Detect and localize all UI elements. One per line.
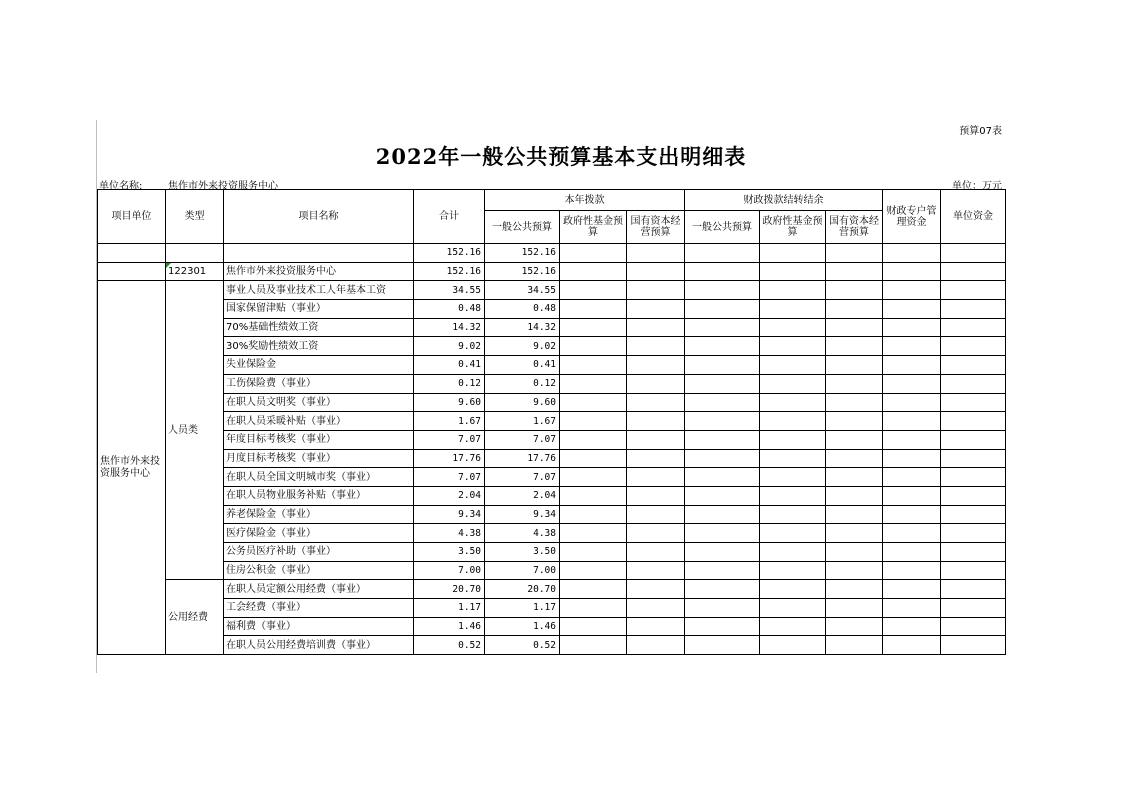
empty-cell [560,374,627,393]
empty-cell [826,636,883,655]
item-name: 在职人员全国文明城市奖（事业） [224,468,414,487]
empty-cell [826,617,883,636]
table-row [98,599,1006,618]
item-general: 20.70 [485,580,560,599]
item-name: 事业人员及事业技术工人年基本工资 [224,281,414,300]
empty-cell [627,449,685,468]
empty-cell [685,374,760,393]
table-row [98,374,1006,393]
empty-cell [560,505,627,524]
item-general: 34.55 [485,281,560,300]
empty-cell [760,636,826,655]
item-general: 17.76 [485,449,560,468]
item-name: 在职人员文明奖（事业） [224,393,414,412]
empty-cell [560,337,627,356]
item-general: 1.67 [485,412,560,431]
empty-cell [627,300,685,319]
empty-cell [627,617,685,636]
item-total: 0.12 [414,374,485,393]
item-name: 住房公积金（事业） [224,561,414,580]
empty-cell [883,524,941,543]
empty-cell [685,281,760,300]
empty-cell [941,580,1006,599]
empty-cell [627,374,685,393]
table-row [98,505,1006,524]
empty-cell [685,449,760,468]
unit-name-value: 焦作市外来投资服务中心 [168,181,278,192]
empty-cell [560,599,627,618]
item-name: 养老保险金（事业） [224,505,414,524]
empty-cell [627,318,685,337]
empty-cell [560,393,627,412]
empty-cell [883,468,941,487]
item-total: 4.38 [414,524,485,543]
empty-cell [883,636,941,655]
summary-row-total [98,244,1006,263]
empty-cell [627,393,685,412]
empty-cell [685,300,760,319]
item-general: 0.48 [485,300,560,319]
table-row [98,281,1006,300]
empty-cell [627,468,685,487]
empty-cell [627,505,685,524]
empty-cell [941,468,1006,487]
table-row [98,393,1006,412]
empty-cell [685,505,760,524]
item-name: 月度目标考核奖（事业） [224,449,414,468]
empty-cell [883,281,941,300]
empty-cell [627,430,685,449]
table-row [98,337,1006,356]
empty-cell [941,617,1006,636]
empty-cell [560,543,627,562]
empty-cell [560,449,627,468]
empty-cell [941,300,1006,319]
item-total: 1.46 [414,617,485,636]
item-general: 2.04 [485,486,560,505]
table-row [98,524,1006,543]
item-total: 0.48 [414,300,485,319]
item-name: 工会经费（事业） [224,599,414,618]
empty-cell [826,505,883,524]
item-total: 0.52 [414,636,485,655]
empty-cell [560,356,627,375]
empty-cell [826,430,883,449]
category-personnel: 人员类 [166,281,224,580]
table-row [98,449,1006,468]
item-general: 9.34 [485,505,560,524]
empty-cell [685,580,760,599]
empty-cell [883,580,941,599]
empty-cell [760,524,826,543]
empty-cell [941,486,1006,505]
empty-cell [760,430,826,449]
empty-cell [941,561,1006,580]
header-unit-funds: 单位资金 [941,190,1006,244]
empty-cell [685,412,760,431]
empty-cell [560,281,627,300]
dept-name: 焦作市外来投资服务中心 [98,281,166,655]
empty-cell [883,561,941,580]
item-general: 1.46 [485,617,560,636]
header-carryover-state-capital-budget: 国有资本经营预算 [826,211,883,244]
empty-cell [760,412,826,431]
summary-name [224,244,414,263]
category-public: 公用经费 [166,580,224,655]
empty-cell [627,636,685,655]
table-row [98,468,1006,487]
empty-cell [826,412,883,431]
empty-cell [941,318,1006,337]
empty-cell [627,281,685,300]
money-unit-label: 单位：万元 [952,181,1002,192]
empty-cell [826,468,883,487]
header-project-unit: 项目单位 [98,190,166,244]
item-total: 20.70 [414,580,485,599]
empty-cell [760,300,826,319]
item-name: 在职人员公用经费培训费（事业） [224,636,414,655]
empty-cell [826,580,883,599]
empty-cell [826,318,883,337]
item-general: 9.60 [485,393,560,412]
empty-cell [826,543,883,562]
item-total: 14.32 [414,318,485,337]
empty-cell [560,486,627,505]
empty-cell [826,449,883,468]
table-row [98,543,1006,562]
header-gov-fund-budget: 政府性基金预算 [560,211,627,244]
empty-cell [883,505,941,524]
empty-cell [941,505,1006,524]
item-name: 30%奖励性绩效工资 [224,337,414,356]
item-total: 0.41 [414,356,485,375]
table-row [98,300,1006,319]
empty-cell [685,430,760,449]
empty-cell [560,524,627,543]
empty-cell [685,393,760,412]
header-carryover-gov-fund-budget: 政府性基金预算 [760,211,826,244]
header-carryover-general-budget: 一般公共预算 [685,211,760,244]
item-general: 9.02 [485,337,560,356]
budget-detail-table [97,189,1006,655]
item-name: 在职人员物业服务补贴（事业） [224,486,414,505]
table-row [98,356,1006,375]
empty-cell [826,524,883,543]
empty-cell [560,580,627,599]
header-current-year: 本年拨款 [485,190,685,211]
empty-cell [883,337,941,356]
empty-cell [760,374,826,393]
header-carryover: 财政拨款结转结余 [685,190,883,211]
empty-cell [826,561,883,580]
table-row [98,318,1006,337]
empty-cell [560,300,627,319]
empty-cell [826,374,883,393]
item-total: 2.04 [414,486,485,505]
item-general: 14.32 [485,318,560,337]
item-total: 9.34 [414,505,485,524]
empty-cell [883,300,941,319]
empty-cell [627,337,685,356]
empty-cell [883,393,941,412]
item-general: 7.07 [485,430,560,449]
table-row [98,430,1006,449]
item-name: 公务员医疗补助（事业） [224,543,414,562]
empty-cell [883,430,941,449]
empty-cell [826,281,883,300]
unit-row-general: 152.16 [485,262,560,281]
empty-cell [560,412,627,431]
empty-cell [883,617,941,636]
item-total: 9.60 [414,393,485,412]
item-name: 70%基础性绩效工资 [224,318,414,337]
table-row [98,617,1006,636]
item-name: 失业保险金 [224,356,414,375]
unit-code: 122301 [166,262,224,281]
empty-cell [685,337,760,356]
item-total: 7.07 [414,430,485,449]
empty-cell [627,486,685,505]
empty-cell [760,393,826,412]
empty-cell [760,449,826,468]
empty-cell [941,374,1006,393]
item-name: 工伤保险费（事业） [224,374,414,393]
item-general: 7.07 [485,468,560,487]
empty-cell [685,468,760,487]
item-name: 在职人员定额公用经费（事业） [224,580,414,599]
unit-name-label: 单位名称: [99,181,143,192]
empty-cell [760,505,826,524]
empty-cell [826,393,883,412]
empty-cell [883,412,941,431]
empty-cell [627,599,685,618]
item-name: 医疗保险金（事业） [224,524,414,543]
empty-cell [760,337,826,356]
empty-cell [883,449,941,468]
item-general: 0.52 [485,636,560,655]
empty-cell [627,356,685,375]
empty-cell [941,337,1006,356]
item-total: 7.07 [414,468,485,487]
item-name: 福利费（事业） [224,617,414,636]
empty-cell [685,543,760,562]
table-row [98,561,1006,580]
empty-cell [627,580,685,599]
empty-cell [941,524,1006,543]
item-total: 1.17 [414,599,485,618]
item-general: 0.12 [485,374,560,393]
empty-cell [560,617,627,636]
header-project-name: 项目名称 [224,190,414,244]
empty-cell [883,599,941,618]
empty-cell [941,543,1006,562]
item-general: 3.50 [485,543,560,562]
empty-cell [627,543,685,562]
item-total: 1.67 [414,412,485,431]
empty-cell [826,599,883,618]
empty-cell [883,356,941,375]
empty-cell [760,561,826,580]
empty-cell [941,412,1006,431]
item-total: 17.76 [414,449,485,468]
empty-cell [941,356,1006,375]
summary-row-unit [98,262,1006,281]
empty-cell [760,318,826,337]
empty-cell [941,636,1006,655]
form-number: 预算07表 [959,126,1002,137]
page-title: 2022年一般公共预算基本支出明细表 [375,144,747,169]
item-total: 9.02 [414,337,485,356]
empty-cell [685,356,760,375]
empty-cell [760,281,826,300]
item-general: 4.38 [485,524,560,543]
empty-cell [685,318,760,337]
empty-cell [883,543,941,562]
item-total: 3.50 [414,543,485,562]
empty-cell [941,599,1006,618]
empty-cell [685,636,760,655]
empty-cell [760,468,826,487]
header-total: 合计 [414,190,485,244]
empty-cell [883,374,941,393]
empty-cell [826,337,883,356]
empty-cell [560,430,627,449]
empty-cell [760,486,826,505]
empty-cell [760,543,826,562]
empty-cell [941,430,1006,449]
item-total: 7.00 [414,561,485,580]
empty-cell [883,318,941,337]
summary-total: 152.16 [414,244,485,263]
empty-cell [826,300,883,319]
header-general-budget: 一般公共预算 [485,211,560,244]
item-name: 在职人员采暖补贴（事业） [224,412,414,431]
item-general: 7.00 [485,561,560,580]
empty-cell [826,486,883,505]
item-name: 年度目标考核奖（事业） [224,430,414,449]
empty-cell [941,449,1006,468]
empty-cell [760,356,826,375]
summary-general: 152.16 [485,244,560,263]
item-general: 0.41 [485,356,560,375]
table-row [98,636,1006,655]
table-row [98,580,1006,599]
empty-cell [685,486,760,505]
empty-cell [760,599,826,618]
header-state-capital-budget: 国有资本经营预算 [627,211,685,244]
item-name: 国家保留津贴（事业） [224,300,414,319]
empty-cell [627,561,685,580]
empty-cell [883,486,941,505]
empty-cell [685,524,760,543]
unit-row-total: 152.16 [414,262,485,281]
empty-cell [627,412,685,431]
item-total: 34.55 [414,281,485,300]
header-special-funds: 财政专户管理资金 [883,190,941,244]
empty-cell [560,318,627,337]
empty-cell [941,281,1006,300]
empty-cell [685,599,760,618]
empty-cell [685,561,760,580]
item-general: 1.17 [485,599,560,618]
header-type: 类型 [166,190,224,244]
empty-cell [560,468,627,487]
empty-cell [685,617,760,636]
empty-cell [760,580,826,599]
table-row [98,412,1006,431]
empty-cell [627,524,685,543]
unit-row-name: 焦作市外来投资服务中心 [224,262,414,281]
empty-cell [560,561,627,580]
empty-cell [560,636,627,655]
empty-cell [941,393,1006,412]
empty-cell [826,356,883,375]
table-row [98,486,1006,505]
empty-cell [760,617,826,636]
